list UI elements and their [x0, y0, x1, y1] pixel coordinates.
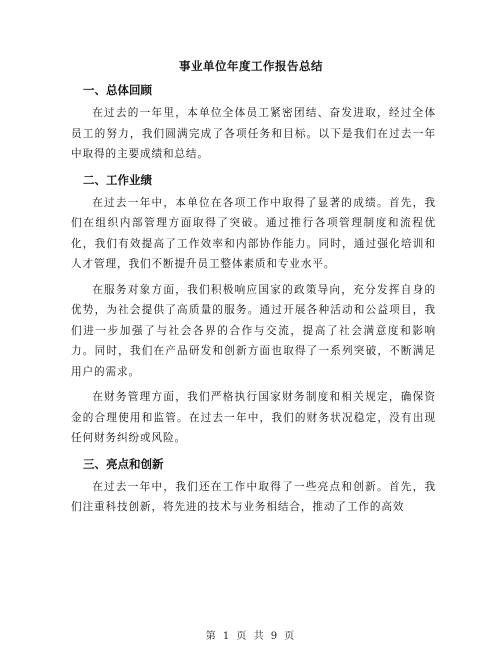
page-indicator: 第 1 页 共 9 页 [205, 631, 297, 642]
paragraph-highlights-1: 在过去一年中，我们还在工作中取得了一些亮点和创新。首先，我们注重科技创新，将先进的技术与业务相结合，推动了工作的高效 [71, 480, 436, 513]
paragraph-achievements-1: 在过去一年中，本单位在各项工作中取得了显著的成绩。首先，我们在组织内部管理方面取得了突破。通过推行各项管理制度和流程优化，我们有效提高了工作效率和内部协作能力。同时，通过强化培训和人才管理，我们不断提升员工整体素质和专业水平。 [71, 196, 436, 270]
section-heading-achievements: 二、工作业绩 [83, 172, 152, 187]
document-title: 事业单位年度工作报告总结 [179, 59, 323, 73]
paragraph-achievements-3: 在财务管理方面，我们严格执行国家财务制度和相关规定，确保资金的合理使用和监管。在过去一年中，我们的财务状况稳定，没有出现任何财务纠纷或风险。 [71, 391, 436, 444]
section-heading-overview: 一、总体回顾 [83, 83, 152, 97]
paragraph-achievements-2: 在服务对象方面，我们积极响应国家的政策导向，充分发挥自身的优势，为社会提供了高质量的服务。通过开展各种活动和公益项目，我们进一步加强了与社会各界的合作与交流，提高了社会满意度和影响力。同时，我们在产品研发和创新方面也取得了一系列突破，不断满足用户的需求。 [71, 283, 436, 378]
section-heading-highlights: 三、亮点和创新 [83, 456, 164, 471]
paragraph-overview-1: 在过去的一年里，本单位全体员工紧密团结、奋发进取，经过全体员工的努力，我们圆满完成了各项任务和目标。以下是我们在过去一年中取得的主要成绩和总结。 [71, 107, 436, 160]
document-body [71, 80, 436, 523]
